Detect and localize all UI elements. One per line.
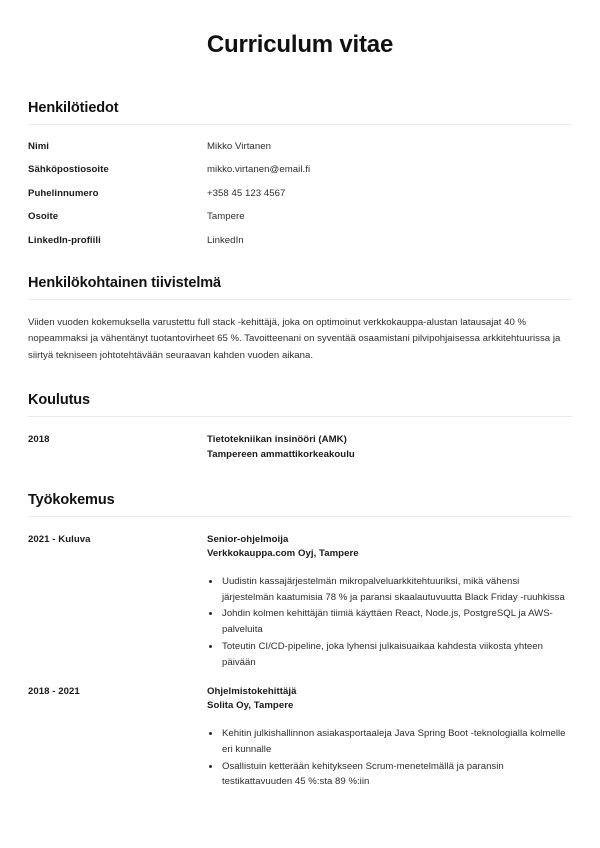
work-entry-date: 2021 - Kuluva bbox=[28, 533, 91, 545]
detail-label-phone: Puhelinnumero bbox=[28, 187, 99, 199]
education-entry-date: 2018 bbox=[28, 434, 50, 446]
list-item: Johdin kolmen kehittäjän tiimiä käyttäen React, Node.js, PostgreSQL ja AWS-palveluita bbox=[207, 606, 567, 638]
detail-row bbox=[28, 235, 572, 248]
education-entry-institution: Tampereen ammattikorkeakoulu bbox=[207, 448, 355, 460]
detail-row bbox=[28, 164, 572, 177]
section-divider bbox=[28, 124, 572, 125]
section-divider bbox=[28, 299, 572, 300]
work-entry-job-title: Senior-ohjelmoija bbox=[207, 533, 289, 545]
section-personal-summary bbox=[28, 274, 572, 365]
work-entry-body bbox=[207, 533, 572, 671]
section-education bbox=[28, 391, 572, 462]
page-title: Curriculum vitae bbox=[206, 31, 394, 58]
detail-value-phone: +358 45 123 4567 bbox=[207, 187, 286, 199]
work-entry-employer: Verkkokauppa.com Oyj, Tampere bbox=[207, 548, 359, 560]
work-entry bbox=[28, 533, 572, 671]
detail-row bbox=[28, 188, 572, 201]
section-heading-personal-details: Henkilötiedot bbox=[28, 99, 119, 116]
detail-value-name: Mikko Virtanen bbox=[207, 140, 271, 152]
list-item: Uudistin kassajärjestelmän mikropalveluarkkitehtuuriksi, mikä vähensi järjestelmän kaatumisia 78 % ja paransi skaalautuvuutta Black Friday -ruuhkissa bbox=[207, 574, 567, 606]
work-entry-employer: Solita Oy, Tampere bbox=[207, 700, 294, 712]
detail-row bbox=[28, 141, 572, 154]
detail-label-email: Sähköpostiosoite bbox=[28, 164, 109, 176]
detail-value-linkedin[interactable]: LinkedIn bbox=[207, 234, 244, 246]
detail-value-address: Tampere bbox=[207, 211, 245, 223]
section-work-experience bbox=[28, 491, 572, 791]
section-heading-work-experience: Työkokemus bbox=[28, 491, 115, 508]
section-heading-personal-summary: Henkilökohtainen tiivistelmä bbox=[28, 274, 221, 291]
detail-row bbox=[28, 211, 572, 224]
education-entry-body bbox=[207, 433, 572, 462]
detail-label-name: Nimi bbox=[28, 140, 49, 152]
work-entry bbox=[28, 685, 572, 790]
section-divider bbox=[28, 416, 572, 417]
list-item: Osallistuin ketterään kehitykseen Scrum-menetelmällä ja paransin testikattavuuden 45 %:sta 89 %:iin bbox=[207, 759, 567, 791]
detail-label-linkedin: LinkedIn-profiili bbox=[28, 234, 101, 246]
section-heading-education: Koulutus bbox=[28, 392, 91, 409]
detail-value-email: mikko.virtanen@email.fi bbox=[207, 164, 311, 176]
work-entry-achievements bbox=[207, 726, 567, 790]
work-entry-body bbox=[207, 685, 572, 790]
section-divider bbox=[28, 516, 572, 517]
personal-details-list bbox=[28, 141, 572, 248]
personal-summary-text: Viiden vuoden kokemuksella varustettu full stack -kehittäjä, joka on optimoinut verkkokauppa-alustan latausajat 40 % nopeammaksi ja vähentänyt tuotantovirheet 65 %. Tavoitteenani on syventää osaamistani pilvipohjaisessa arkkitehtuurissa ja siirtyä tekniseen johtotehtävään seuraavan kahden vuoden aikana. bbox=[28, 316, 561, 361]
education-entry-degree: Tietotekniikan insinööri (AMK) bbox=[207, 434, 347, 446]
list-item: Toteutin CI/CD-pipeline, joka lyhensi julkaisuaikaa kahdesta viikosta yhteen päivään bbox=[207, 639, 567, 671]
education-entry bbox=[28, 433, 572, 462]
work-entry-achievements bbox=[207, 574, 567, 671]
detail-label-address: Osoite bbox=[28, 211, 59, 223]
work-entry-job-title: Ohjelmistokehittäjä bbox=[207, 685, 297, 697]
section-personal-details bbox=[28, 99, 572, 248]
list-item: Kehitin julkishallinnon asiakasportaaleja Java Spring Boot -teknologialla kolmelle eri kunnalle bbox=[207, 726, 567, 758]
work-entry-date: 2018 - 2021 bbox=[28, 685, 80, 697]
